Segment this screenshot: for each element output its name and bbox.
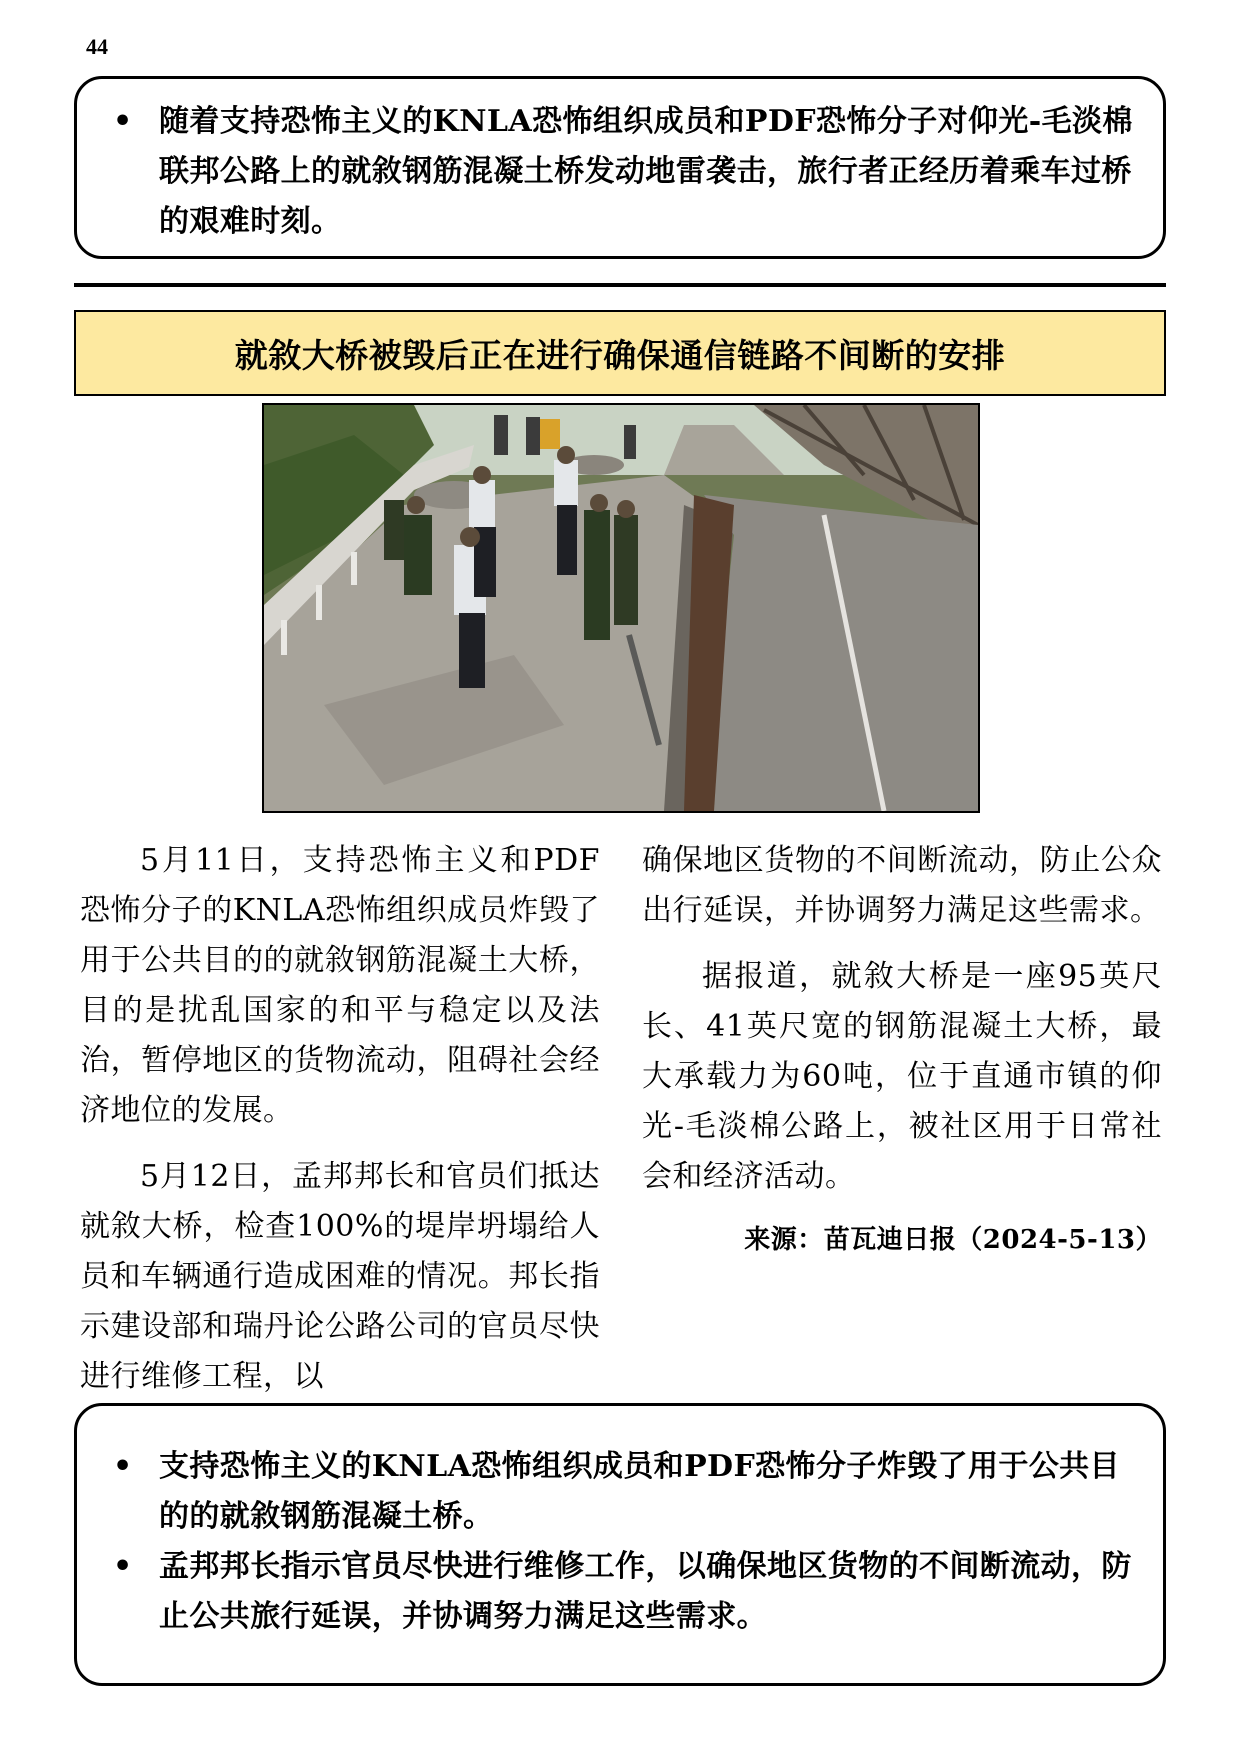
bullet-text: 随着支持恐怖主义的KNLA恐怖组织成员和PDF恐怖分子对仰光-毛淡棉联邦公路上的就敘钢筋混凝土桥发动地雷袭击，旅行者正经历着乘车过桥的艰难时刻。 [159,104,1133,239]
summary-box-bottom [74,1403,1166,1686]
bullet-dot: • [113,1449,133,1484]
bullet-item [107,1442,1133,1542]
bullet-item [107,1542,1133,1642]
bullet-item [107,97,1133,247]
bullet-dot: • [113,1549,133,1584]
bridge-damage-photo [262,403,980,813]
bullet-text: 孟邦邦长指示官员尽快进行维修工作，以确保地区货物的不间断流动，防止公共旅行延误，并协调努力满足这些需求。 [159,1549,1132,1634]
article-paragraph: 据报道，就敘大桥是一座95英尺长、41英尺宽的钢筋混凝土大桥，最大承载力为60吨，位于直通市镇的仰光-毛淡棉公路上，被社区用于日常社会和经济活动。 [642,959,1162,1194]
page-number: 44 [86,34,108,59]
bullet-dot: • [113,104,133,139]
article-column-right [642,836,1162,1262]
article-source: 来源：苗瓦迪日报（2024-5-13） [744,1225,1162,1255]
article-column-left [80,836,600,1418]
article-paragraph: 5月12日，孟邦邦长和官员们抵达就敘大桥，检查100%的堤岸坍塌给人员和车辆通行造成困难的情况。邦长指示建设部和瑞丹论公路公司的官员尽快进行维修工程，以 [80,1159,600,1394]
article-headline: 就敘大桥被毁后正在进行确保通信链路不间断的安排 [74,310,1166,396]
bullet-text: 支持恐怖主义的KNLA恐怖组织成员和PDF恐怖分子炸毁了用于公共目的的就敘钢筋混凝土桥。 [159,1449,1120,1534]
article-paragraph: 确保地区货物的不间断流动，防止公众出行延误，并协调努力满足这些需求。 [642,843,1162,928]
section-divider [74,283,1166,287]
summary-box-top [74,76,1166,259]
article-paragraph: 5月11日，支持恐怖主义和PDF恐怖分子的KNLA恐怖组织成员炸毁了用于公共目的的就敘钢筋混凝土大桥，目的是扰乱国家的和平与稳定以及法治，暂停地区的货物流动，阻碍社会经济地位的发展。 [80,843,600,1128]
